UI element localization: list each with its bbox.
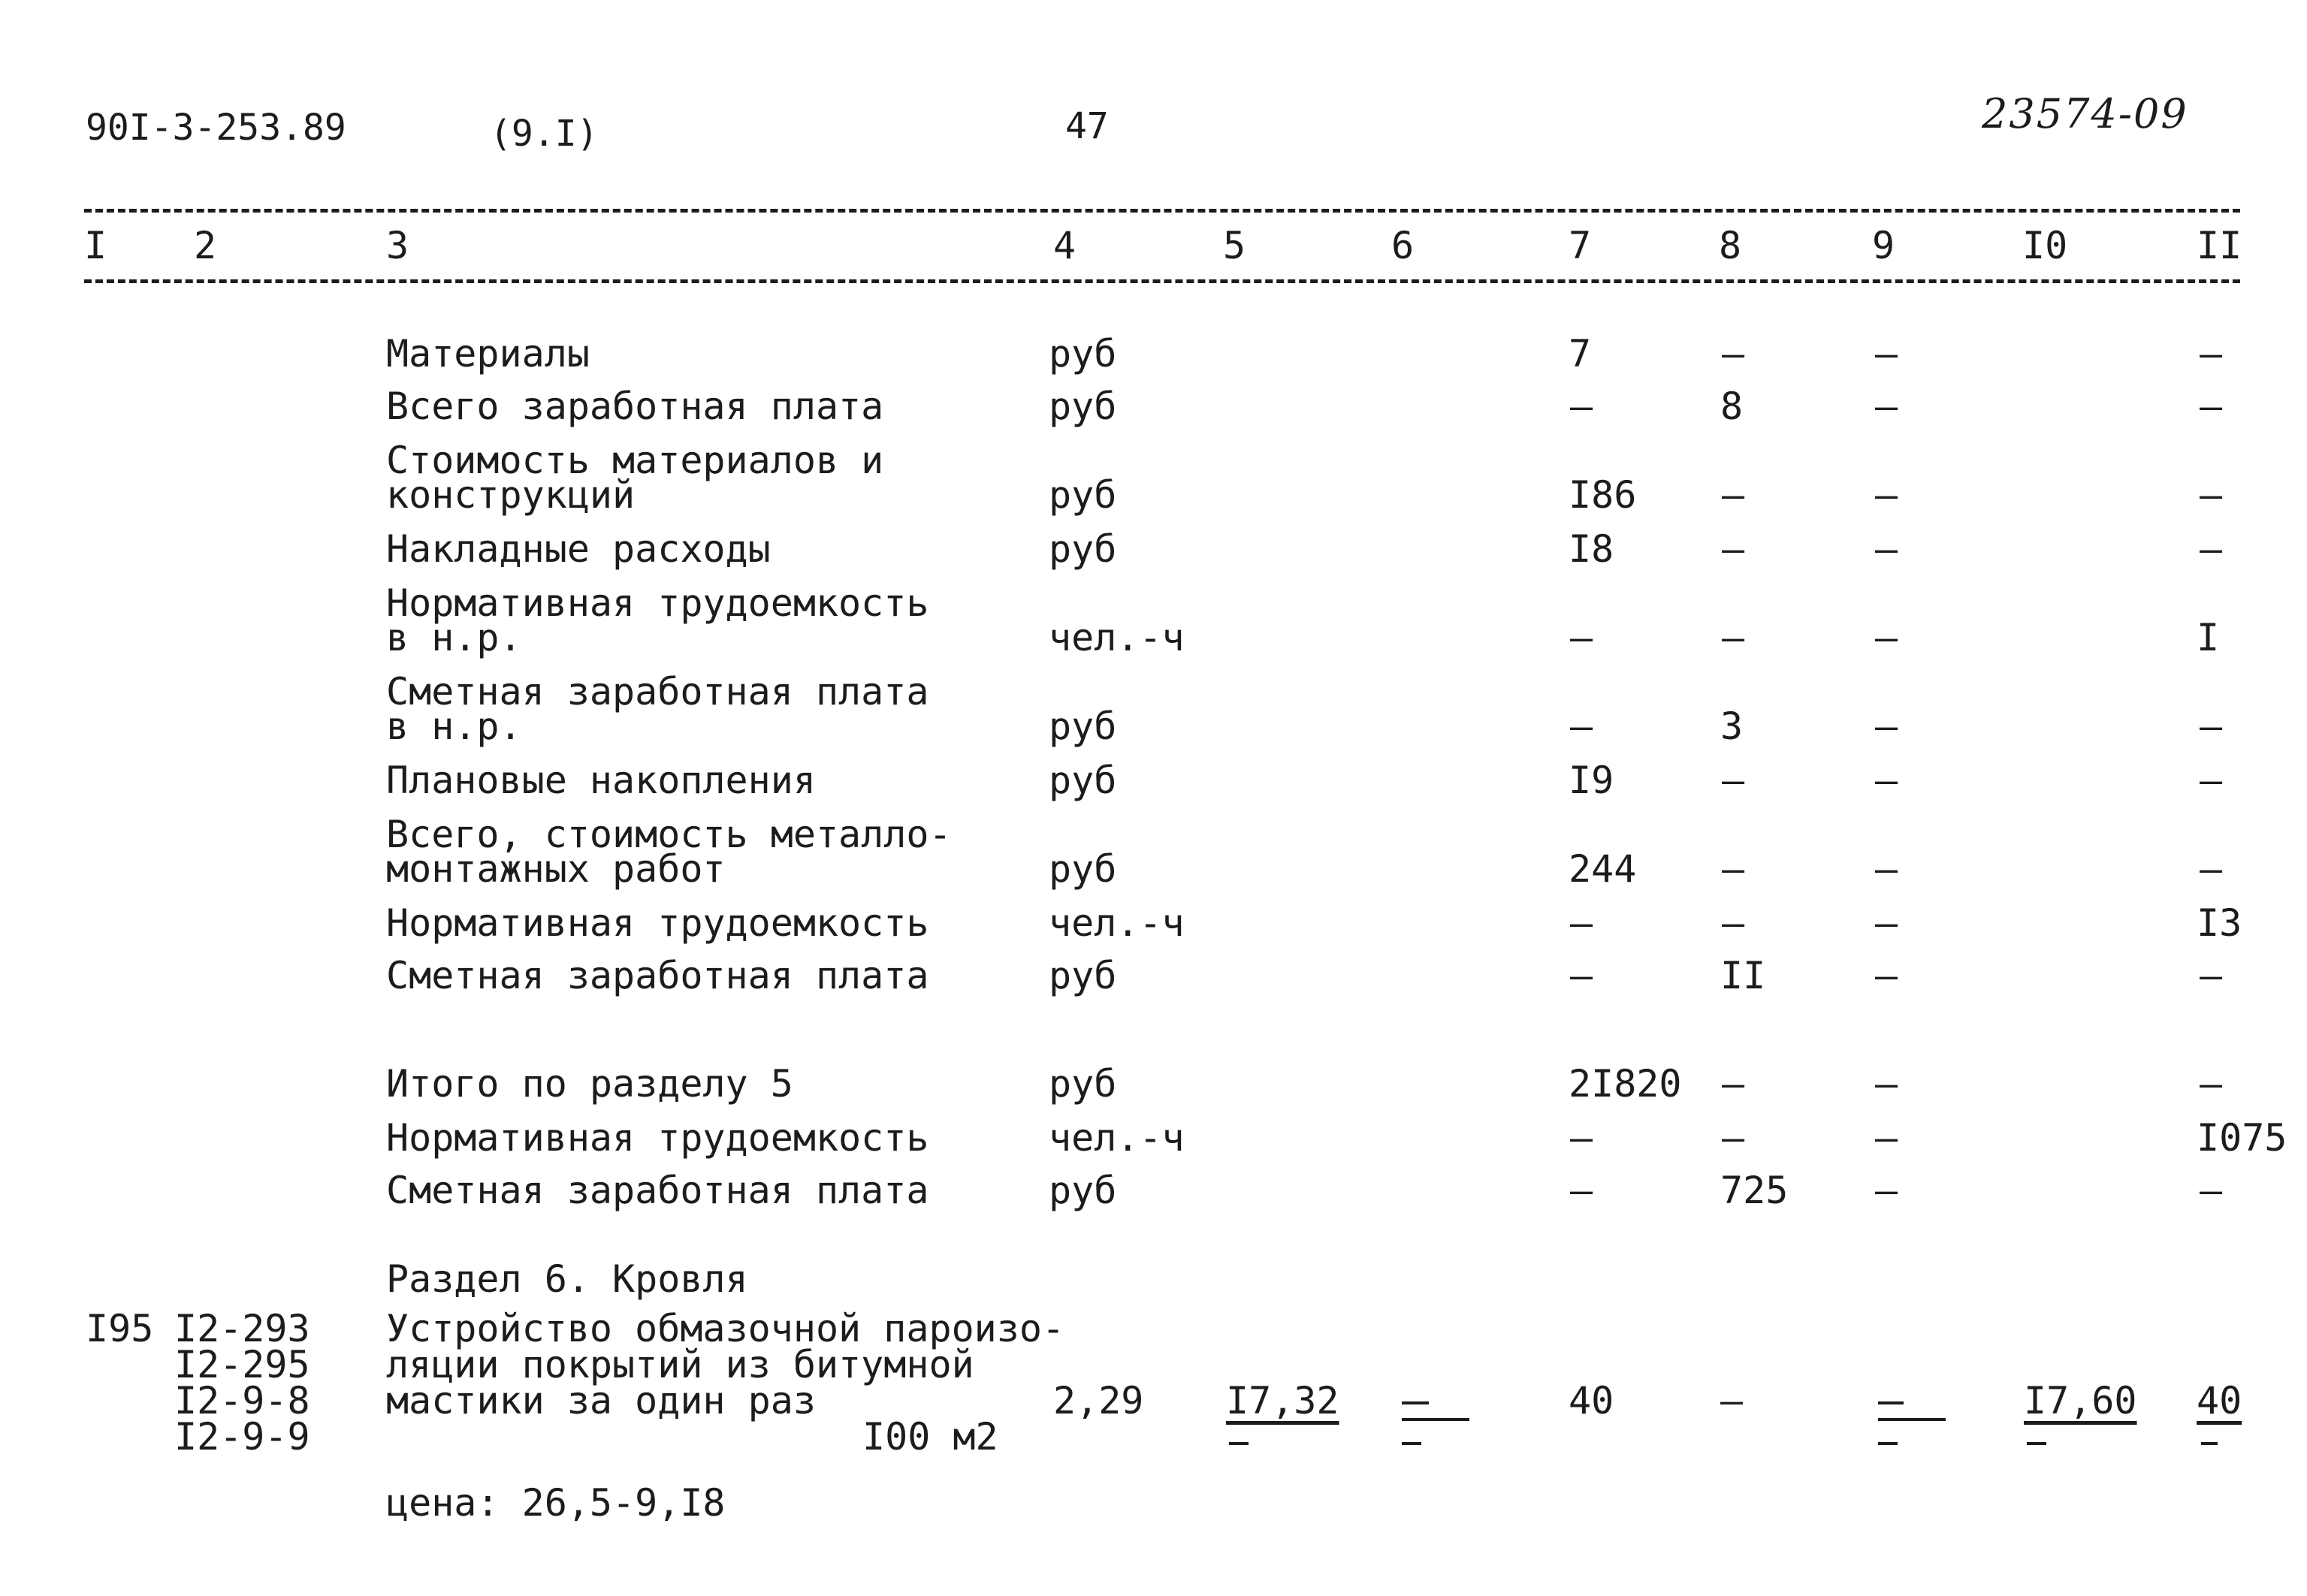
section-6-title: Раздел 6. Кровля: [386, 1257, 748, 1301]
row-cell-c11: –: [2200, 527, 2223, 571]
column-header: 9: [1872, 224, 1895, 267]
header-bottom-rule: [84, 279, 2240, 283]
row-cell-c7: 7: [1569, 332, 1592, 376]
row-cell-c7: –: [1570, 1116, 1593, 1160]
document-number: 90I-3-253.89: [86, 107, 346, 149]
row-cell-c11: –: [2200, 759, 2223, 802]
item-col5: I7,32: [1226, 1379, 1339, 1423]
row-cell-c11: I: [2197, 616, 2220, 659]
item-code: I2-9-8: [174, 1379, 310, 1423]
row-cell-c11: –: [2200, 1169, 2223, 1212]
row-label: Сметная заработная плата: [386, 1169, 929, 1212]
item-col6-rule: [1402, 1418, 1469, 1421]
handwritten-number: 23574-09: [1982, 90, 2188, 137]
row-cell-c8: 8: [1720, 385, 1744, 428]
row-cell-c9: –: [1875, 704, 1898, 748]
item-code: I2-9-9: [174, 1415, 310, 1459]
item-col11: 40: [2197, 1379, 2242, 1423]
row-cell-c9: –: [1875, 759, 1898, 802]
row-cell-c7: –: [1570, 1169, 1593, 1212]
row-cell-c11: –: [2200, 473, 2223, 517]
column-header: 4: [1053, 224, 1076, 267]
item-col4: 2,29: [1053, 1379, 1144, 1423]
item-col6-dash: [1402, 1401, 1429, 1404]
row-cell-c7: –: [1570, 616, 1593, 659]
row-label: Нормативная трудоемкость: [386, 1116, 929, 1160]
column-header: I0: [2022, 224, 2068, 267]
item-col8: –: [1720, 1379, 1744, 1423]
row-cell-c8: –: [1722, 1116, 1745, 1160]
row-unit: руб: [1049, 954, 1117, 997]
row-cell-c9: –: [1875, 473, 1898, 517]
row-cell-c7: –: [1570, 954, 1593, 997]
row-cell-c9: –: [1875, 616, 1898, 659]
row-cell-c7: I9: [1569, 759, 1614, 802]
row-cell-c8: –: [1722, 847, 1745, 891]
row-cell-c11: –: [2200, 332, 2223, 376]
row-cell-c11: I3: [2197, 901, 2242, 945]
row-unit: руб: [1049, 473, 1117, 517]
row-cell-c9: –: [1875, 1169, 1898, 1212]
row-cell-c9: –: [1875, 954, 1898, 997]
row-cell-c11: –: [2200, 385, 2223, 428]
row-cell-c8: –: [1722, 616, 1745, 659]
row-unit: чел.-ч: [1049, 616, 1185, 659]
row-label: Плановые накопления: [386, 759, 816, 802]
item-col9-rule: [1878, 1418, 1946, 1421]
row-cell-c9: –: [1875, 527, 1898, 571]
row-label: Материалы: [386, 332, 590, 376]
item-col9-dash: [1878, 1401, 1904, 1404]
column-header: 7: [1569, 224, 1592, 267]
row-cell-c9: –: [1875, 1062, 1898, 1106]
row-cell-c11: –: [2200, 704, 2223, 748]
row-label: Накладные расходы: [386, 527, 771, 571]
row-cell-c8: 725: [1720, 1169, 1789, 1212]
row-cell-c9: –: [1875, 847, 1898, 891]
row-label: монтажных работ: [386, 847, 726, 891]
item-col5-sub-dash: [1229, 1442, 1249, 1445]
row-label: Нормативная трудоемкость: [386, 581, 929, 625]
column-header: 5: [1223, 224, 1246, 267]
row-unit: руб: [1049, 759, 1117, 802]
row-cell-c11: –: [2200, 954, 2223, 997]
row-cell-c8: –: [1722, 527, 1745, 571]
header-top-rule: [84, 209, 2240, 213]
row-cell-c7: I8: [1569, 527, 1614, 571]
row-label: Стоимость материалов и: [386, 439, 884, 482]
row-cell-c11: I075: [2197, 1116, 2287, 1160]
column-header: 2: [194, 224, 217, 267]
row-cell-c8: 3: [1720, 704, 1744, 748]
item-code: I2-293: [174, 1307, 310, 1350]
row-label: конструкций: [386, 473, 636, 517]
item-col6-sub-dash: [1402, 1442, 1421, 1445]
row-label: Сметная заработная плата: [386, 670, 929, 714]
row-cell-c8: –: [1722, 901, 1745, 945]
column-header: 8: [1719, 224, 1742, 267]
row-unit: руб: [1049, 704, 1117, 748]
row-cell-c9: –: [1875, 901, 1898, 945]
row-cell-c7: 244: [1569, 847, 1637, 891]
row-cell-c9: –: [1875, 385, 1898, 428]
row-unit: чел.-ч: [1049, 1116, 1185, 1160]
item-number: I95: [86, 1307, 154, 1350]
item-unit: I00 м2: [862, 1415, 998, 1459]
item-col11-sub-dash: [2201, 1442, 2218, 1445]
item-code: I2-295: [174, 1343, 310, 1386]
row-cell-c7: –: [1570, 901, 1593, 945]
row-unit: руб: [1049, 385, 1117, 428]
row-cell-c11: –: [2200, 847, 2223, 891]
row-cell-c7: –: [1570, 385, 1593, 428]
row-cell-c8: –: [1722, 332, 1745, 376]
row-unit: руб: [1049, 332, 1117, 376]
row-label: Сметная заработная плата: [386, 954, 929, 997]
column-header: I: [84, 224, 107, 267]
row-cell-c8: –: [1722, 473, 1745, 517]
row-cell-c11: –: [2200, 1062, 2223, 1106]
row-label: Всего, стоимость металло-: [386, 813, 952, 856]
column-header: 3: [386, 224, 409, 267]
row-label: Нормативная трудоемкость: [386, 901, 929, 945]
row-cell-c9: –: [1875, 332, 1898, 376]
row-label: в н.р.: [386, 704, 522, 748]
row-cell-c9: –: [1875, 1116, 1898, 1160]
item-name-line: мастики за один раз: [386, 1379, 816, 1423]
item-col10-sub-dash: [2027, 1442, 2046, 1445]
item-col9-sub-dash: [1878, 1442, 1898, 1445]
row-cell-c7: I86: [1569, 473, 1637, 517]
row-cell-c8: –: [1722, 759, 1745, 802]
row-cell-c7: –: [1570, 704, 1593, 748]
column-header: II: [2197, 224, 2242, 267]
item-price: цена: 26,5-9,I8: [386, 1481, 726, 1525]
item-col10: I7,60: [2024, 1379, 2137, 1423]
row-cell-c8: –: [1722, 1062, 1745, 1106]
section-code: (9.I): [490, 113, 599, 155]
row-label: Всего заработная плата: [386, 385, 884, 428]
row-label: в н.р.: [386, 616, 522, 659]
item-name-line: ляции покрытий из битумной: [386, 1343, 974, 1386]
row-unit: руб: [1049, 527, 1117, 571]
row-unit: руб: [1049, 1062, 1117, 1106]
row-unit: руб: [1049, 847, 1117, 891]
page-number: 47: [1065, 105, 1109, 147]
column-header: 6: [1391, 224, 1415, 267]
item-name-line: Устройство обмазочной пароизо-: [386, 1307, 1065, 1350]
row-cell-c8: II: [1720, 954, 1766, 997]
item-codes: [174, 1307, 310, 1350]
row-label: Итого по разделу 5: [386, 1062, 793, 1106]
item-col7: 40: [1569, 1379, 1614, 1423]
row-unit: руб: [1049, 1169, 1117, 1212]
row-cell-c7: 2I820: [1569, 1062, 1682, 1106]
row-unit: чел.-ч: [1049, 901, 1185, 945]
